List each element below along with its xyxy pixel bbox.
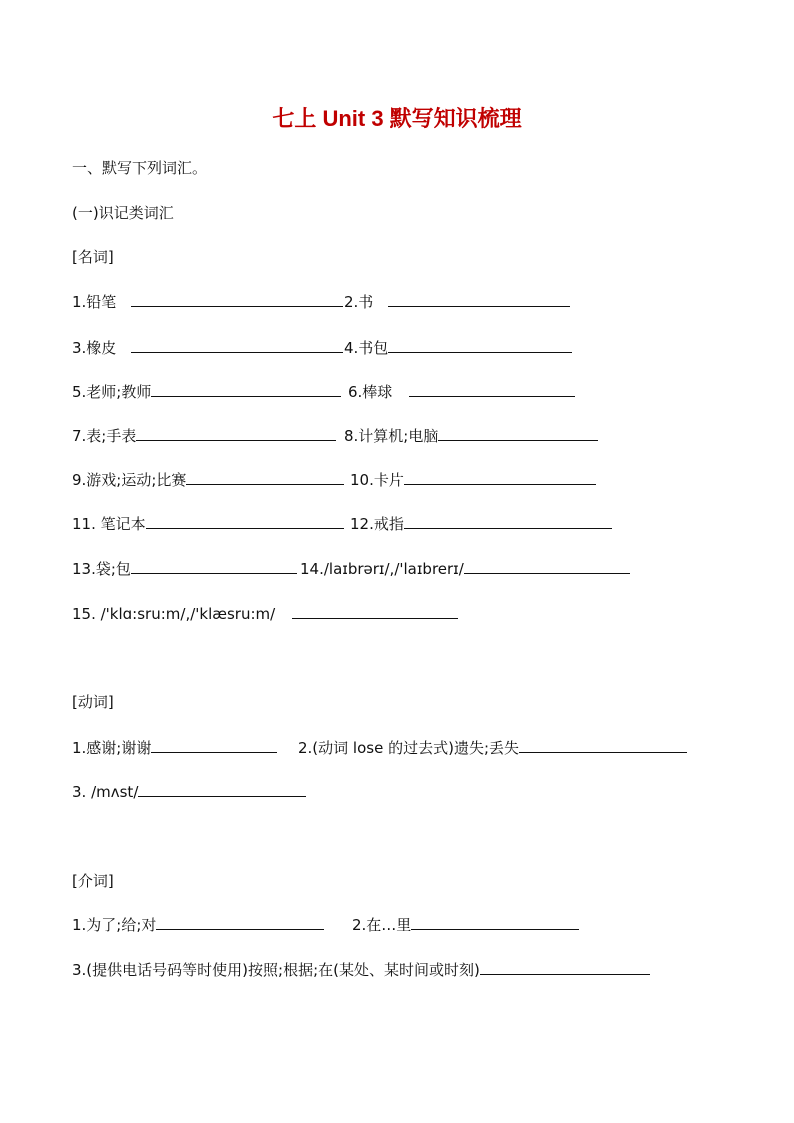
noun-item: 15. /'klɑ:sru:m/,/'klæsru:m/ — [72, 603, 458, 624]
subsection-heading: (一)识记类词汇 — [72, 204, 174, 222]
prep-item: 1.为了;给;对 — [72, 914, 324, 935]
preps-heading: [介词] — [72, 872, 114, 890]
answer-blank[interactable] — [480, 959, 650, 975]
answer-blank[interactable] — [388, 337, 572, 353]
answer-blank[interactable] — [131, 291, 343, 307]
answer-blank[interactable] — [146, 513, 344, 529]
noun-item: 13.袋;包 — [72, 558, 297, 579]
verb-item: 3. /mʌst/ — [72, 781, 306, 802]
noun-item: 12.戒指 — [350, 513, 612, 534]
noun-item: 10.卡片 — [350, 469, 596, 490]
section-heading: 一、默写下列词汇。 — [72, 159, 208, 177]
verb-item: 1.感谢;谢谢 — [72, 737, 277, 758]
prep-item: 3.(提供电话号码等时使用)按照;根据;在(某处、某时间或时刻) — [72, 959, 650, 980]
answer-blank[interactable] — [388, 291, 570, 307]
verb-item: 2.(动词 lose 的过去式)遗失;丢失 — [298, 737, 687, 758]
answer-blank[interactable] — [292, 603, 458, 619]
nouns-heading: [名词] — [72, 248, 114, 266]
page-title: 七上 Unit 3 默写知识梳理 — [272, 106, 522, 131]
answer-blank[interactable] — [131, 337, 343, 353]
answer-blank[interactable] — [464, 558, 630, 574]
noun-item: 2.书 — [344, 291, 570, 312]
noun-item: 14./laɪbrərɪ/,/'laɪbrerɪ/ — [300, 558, 630, 579]
answer-blank[interactable] — [136, 425, 336, 441]
verbs-heading: [动词] — [72, 693, 114, 711]
noun-item: 6.棒球 — [348, 381, 575, 402]
answer-blank[interactable] — [404, 469, 596, 485]
answer-blank[interactable] — [404, 513, 612, 529]
noun-item: 5.老师;教师 — [72, 381, 341, 402]
answer-blank[interactable] — [438, 425, 598, 441]
noun-item: 8.计算机;电脑 — [344, 425, 598, 446]
noun-item: 11. 笔记本 — [72, 513, 344, 534]
noun-item: 1.铅笔 — [72, 291, 343, 312]
answer-blank[interactable] — [186, 469, 344, 485]
answer-blank[interactable] — [156, 914, 324, 930]
answer-blank[interactable] — [519, 737, 687, 753]
answer-blank[interactable] — [138, 781, 306, 797]
answer-blank[interactable] — [151, 381, 341, 397]
noun-item: 7.表;手表 — [72, 425, 336, 446]
noun-item: 3.橡皮 — [72, 337, 343, 358]
answer-blank[interactable] — [411, 914, 579, 930]
answer-blank[interactable] — [151, 737, 277, 753]
noun-item: 4.书包 — [344, 337, 572, 358]
prep-item: 2.在…里 — [352, 914, 579, 935]
noun-item: 9.游戏;运动;比赛 — [72, 469, 344, 490]
answer-blank[interactable] — [409, 381, 575, 397]
answer-blank[interactable] — [131, 558, 297, 574]
